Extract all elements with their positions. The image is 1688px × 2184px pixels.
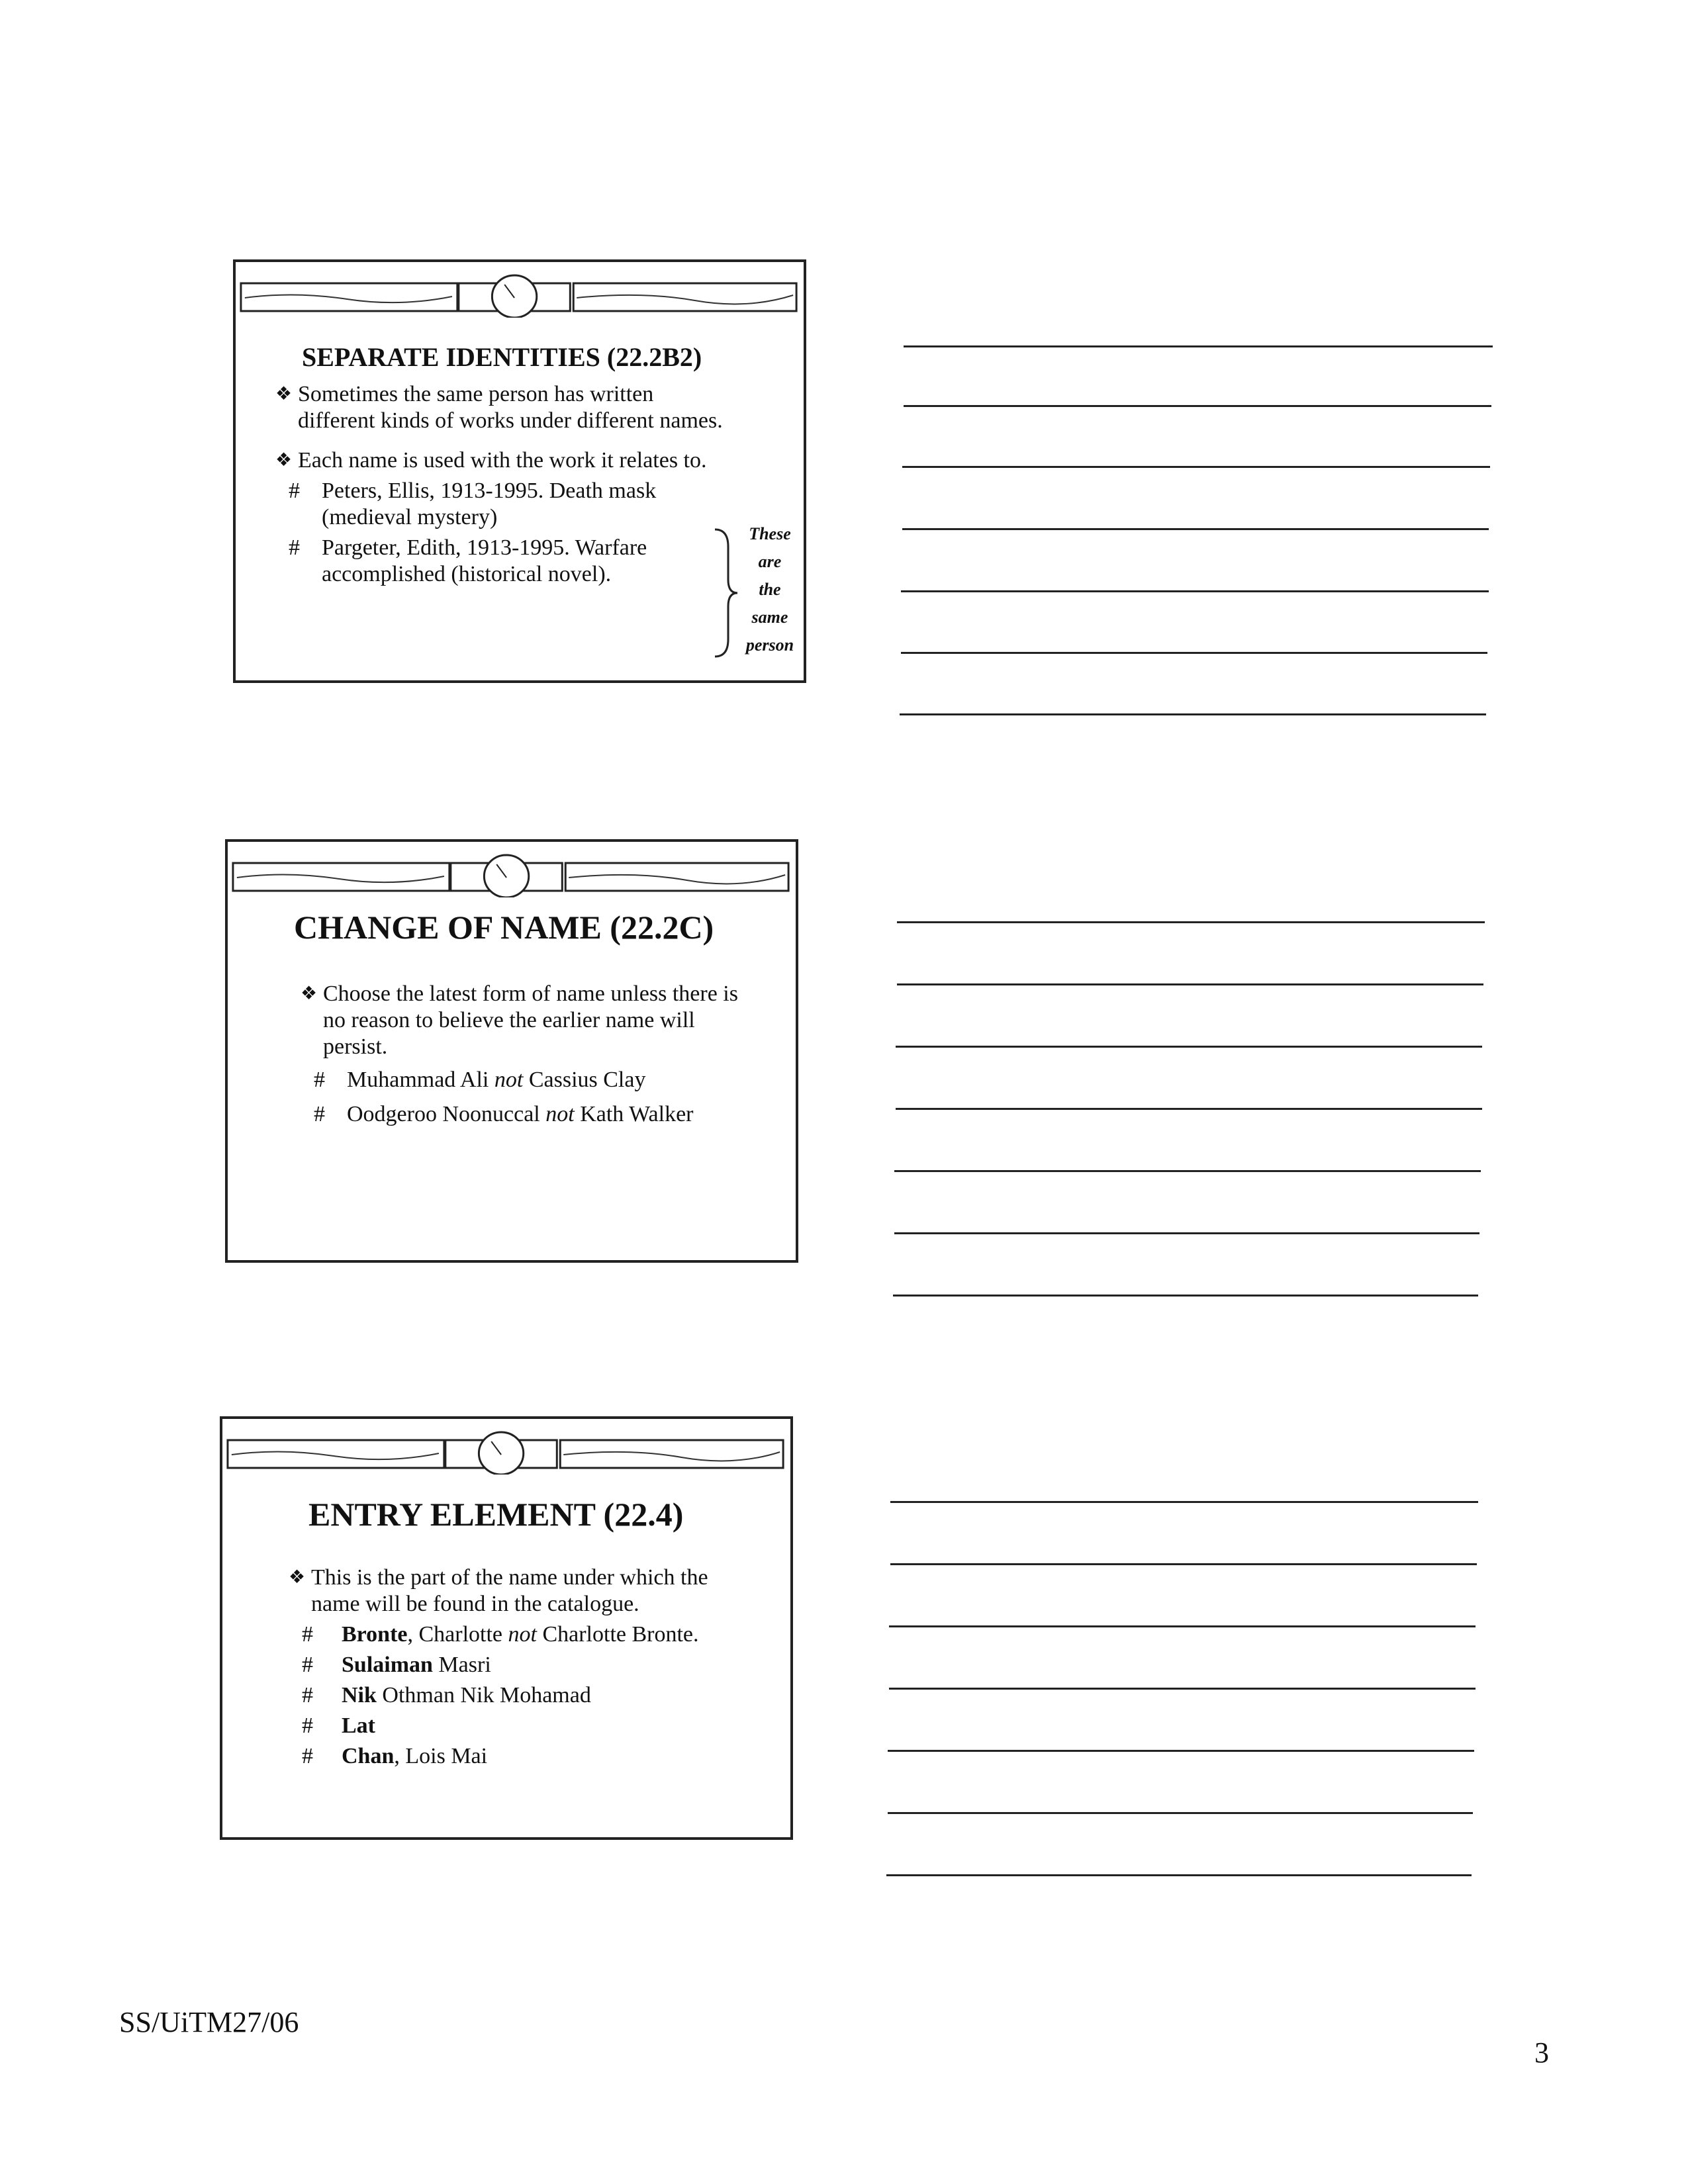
footer-code: SS/UiTM27/06 <box>119 2006 299 2038</box>
hash-marker: # <box>302 1653 313 1677</box>
example-item: # Nik Othman Nik Mohamad <box>302 1683 591 1707</box>
slide-content <box>289 1565 765 1774</box>
note-line <box>897 921 1485 923</box>
hash-marker: # <box>289 478 300 503</box>
hash-marker: # <box>314 1102 325 1126</box>
note-line <box>900 713 1486 715</box>
example-item: # Bronte, Charlotte not Charlotte Bronte. <box>302 1622 699 1647</box>
example-item: # Pargeter, Edith, 1913-1995. Warfare accomplished (historical novel). <box>289 535 647 586</box>
note-line <box>902 528 1489 530</box>
hash-marker: # <box>302 1622 313 1647</box>
decorative-banner <box>228 851 796 897</box>
slide-title: ENTRY ELEMENT (22.4) <box>308 1496 684 1533</box>
example-item: # Chan, Lois Mai <box>302 1744 488 1768</box>
slide-separate-identities <box>233 259 806 683</box>
slide-title: CHANGE OF NAME (22.2C) <box>294 909 714 946</box>
decorative-banner <box>222 1428 790 1475</box>
hash-marker: # <box>289 535 300 560</box>
note-line <box>904 345 1493 347</box>
note-line <box>888 1812 1473 1814</box>
note-line <box>896 1108 1482 1110</box>
example-item: # Sulaiman Masri <box>302 1653 491 1677</box>
hash-marker: # <box>302 1683 313 1707</box>
note-line <box>897 983 1483 985</box>
diamond-bullet-icon: ❖ <box>289 1567 306 1588</box>
slide-entry-element <box>220 1416 793 1840</box>
side-note: These are the same person <box>745 524 794 655</box>
note-line <box>902 466 1490 468</box>
note-line <box>886 1874 1472 1876</box>
diamond-bullet-icon: ❖ <box>275 450 293 471</box>
slide-content <box>275 381 778 592</box>
slide-content <box>301 981 764 1132</box>
slide-change-of-name <box>225 839 798 1263</box>
hash-marker: # <box>302 1744 313 1768</box>
hash-marker: # <box>302 1713 313 1738</box>
note-line <box>890 1563 1477 1565</box>
note-line <box>888 1750 1474 1752</box>
hash-marker: # <box>314 1068 325 1092</box>
example-item: # Oodgeroo Noonuccal not Kath Walker <box>314 1102 694 1126</box>
note-line <box>889 1688 1476 1690</box>
note-line <box>894 1170 1481 1172</box>
example-item: # Lat <box>302 1713 375 1738</box>
note-line <box>904 405 1491 407</box>
page-number: 3 <box>1534 2036 1549 2069</box>
note-line <box>901 652 1487 654</box>
note-line <box>896 1046 1482 1048</box>
bullet-item: ❖ This is the part of the name under which the name will be found in the catalogue. <box>289 1565 708 1616</box>
bullet-item: ❖ Sometimes the same person has written different kinds of works under different names. <box>275 382 723 433</box>
example-item: # Peters, Ellis, 1913-1995. Death mask (medieval mystery) <box>289 478 657 529</box>
bullet-item: ❖ Each name is used with the work it relates to. <box>275 448 707 473</box>
note-line <box>894 1232 1479 1234</box>
diamond-bullet-icon: ❖ <box>301 983 318 1004</box>
note-line <box>889 1625 1476 1627</box>
slide-title: SEPARATE IDENTITIES (22.2B2) <box>302 342 702 372</box>
bullet-item: ❖ Choose the latest form of name unless there is no reason to believe the earlier name will persist. <box>301 981 738 1059</box>
decorative-banner <box>236 271 804 318</box>
note-line <box>893 1295 1478 1297</box>
diamond-bullet-icon: ❖ <box>275 384 293 404</box>
note-line <box>901 590 1489 592</box>
example-item: # Muhammad Ali not Cassius Clay <box>314 1068 646 1092</box>
curly-brace-icon <box>712 527 739 659</box>
note-line <box>890 1501 1478 1503</box>
